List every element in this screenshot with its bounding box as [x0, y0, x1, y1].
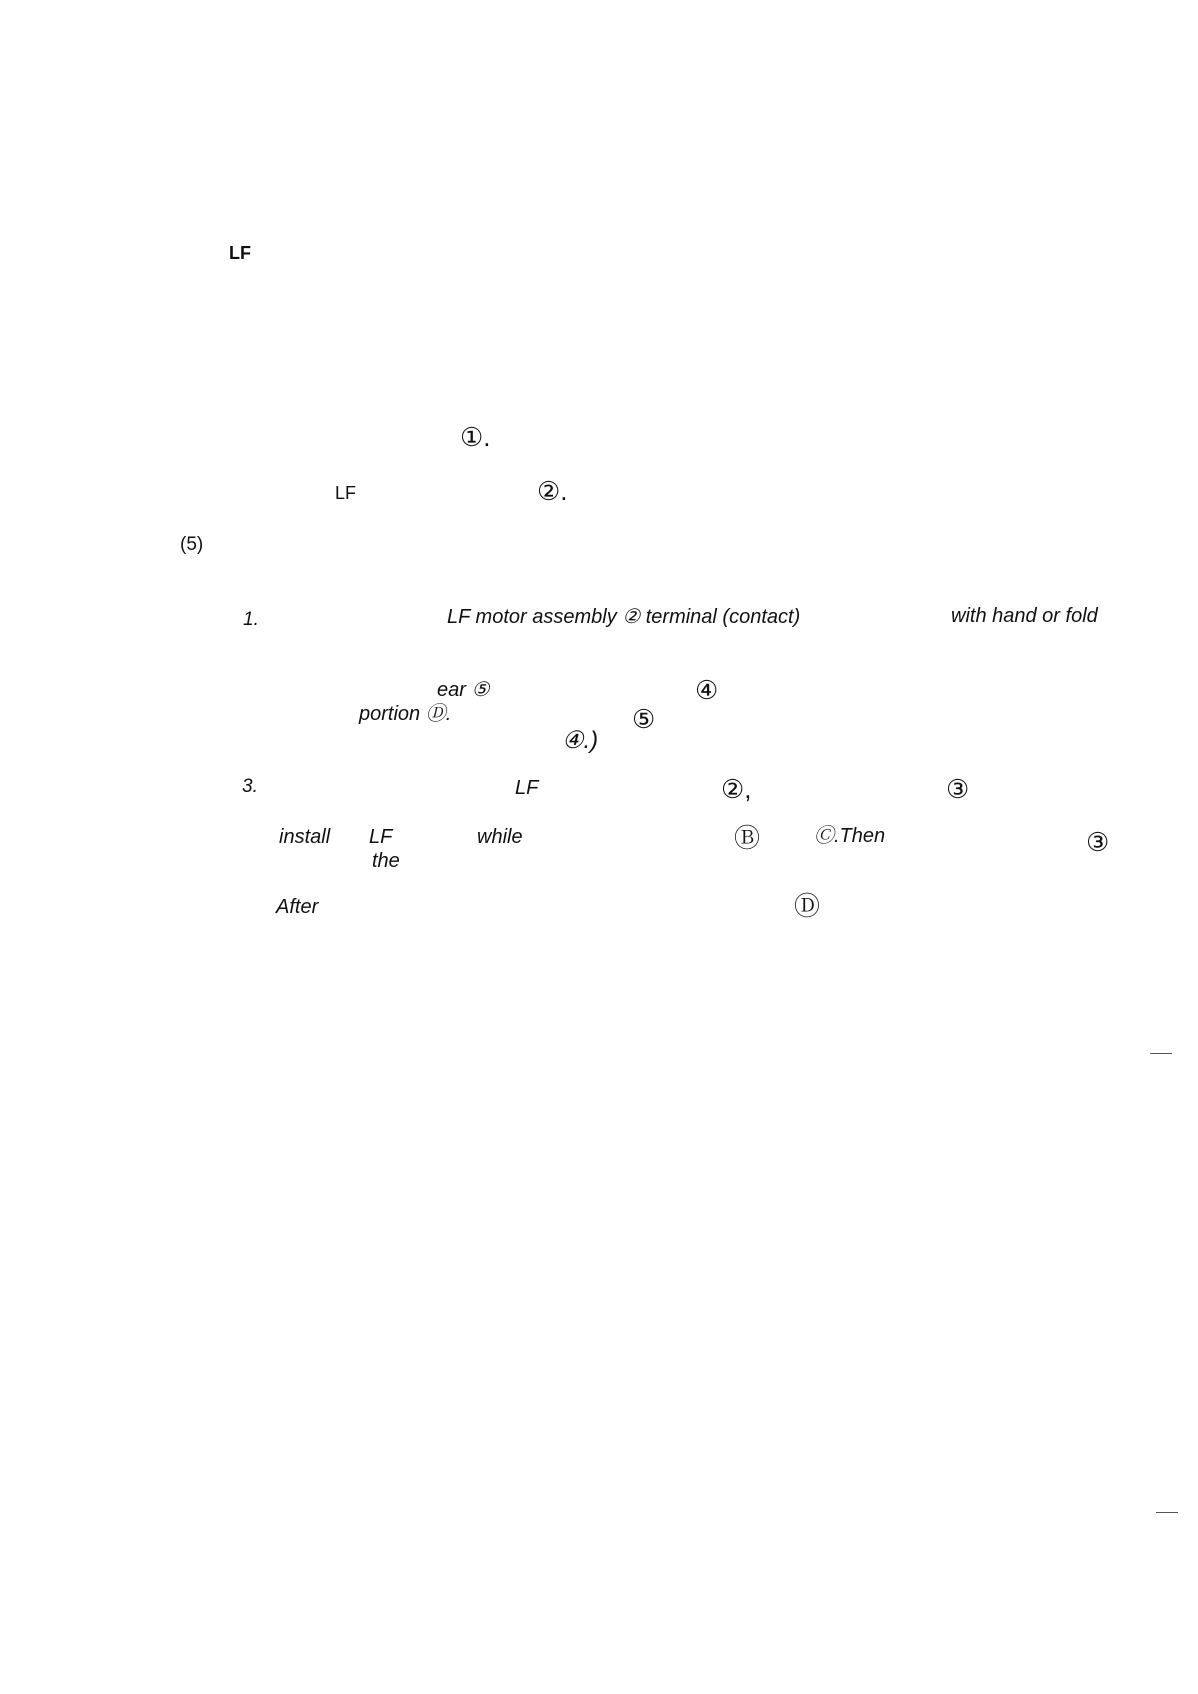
ear-5-text: ear ⑤	[437, 679, 490, 701]
circled-3: ③	[946, 774, 970, 804]
step-number-1: 1.	[243, 609, 259, 630]
lf-label: LF	[335, 483, 357, 503]
circled-3b: ③	[1086, 827, 1110, 857]
while-text: while	[477, 826, 523, 848]
lf-italic-2: LF	[369, 826, 393, 848]
step-circled-2: ②.	[537, 476, 568, 506]
section-number: (5)	[180, 534, 204, 555]
stray-mark	[1156, 1512, 1178, 1513]
circled-4-paren: ④.)	[562, 727, 599, 754]
circled-5: ⑤	[632, 704, 656, 734]
then-c-text: Ⓒ.Then	[814, 825, 886, 847]
lf-motor-assembly-text: LF motor assembly ② terminal (contact)	[447, 606, 801, 628]
the-text: the	[372, 850, 400, 872]
circled-d: Ⓓ	[794, 891, 821, 921]
circled-2-comma: ②,	[721, 774, 752, 804]
circled-4: ④	[695, 675, 719, 705]
with-hand-text: with hand or fold	[951, 605, 1098, 627]
step-number-3: 3.	[242, 776, 258, 797]
stray-mark	[1150, 1053, 1172, 1054]
circled-b: Ⓑ	[734, 823, 761, 853]
install-text: install	[279, 826, 331, 848]
lf-italic: LF	[515, 777, 539, 799]
step-circled-1: ①.	[460, 422, 491, 452]
lf-heading: LF	[229, 243, 251, 263]
portion-d-text: portion Ⓓ.	[359, 703, 452, 725]
after-text: After	[276, 896, 319, 918]
